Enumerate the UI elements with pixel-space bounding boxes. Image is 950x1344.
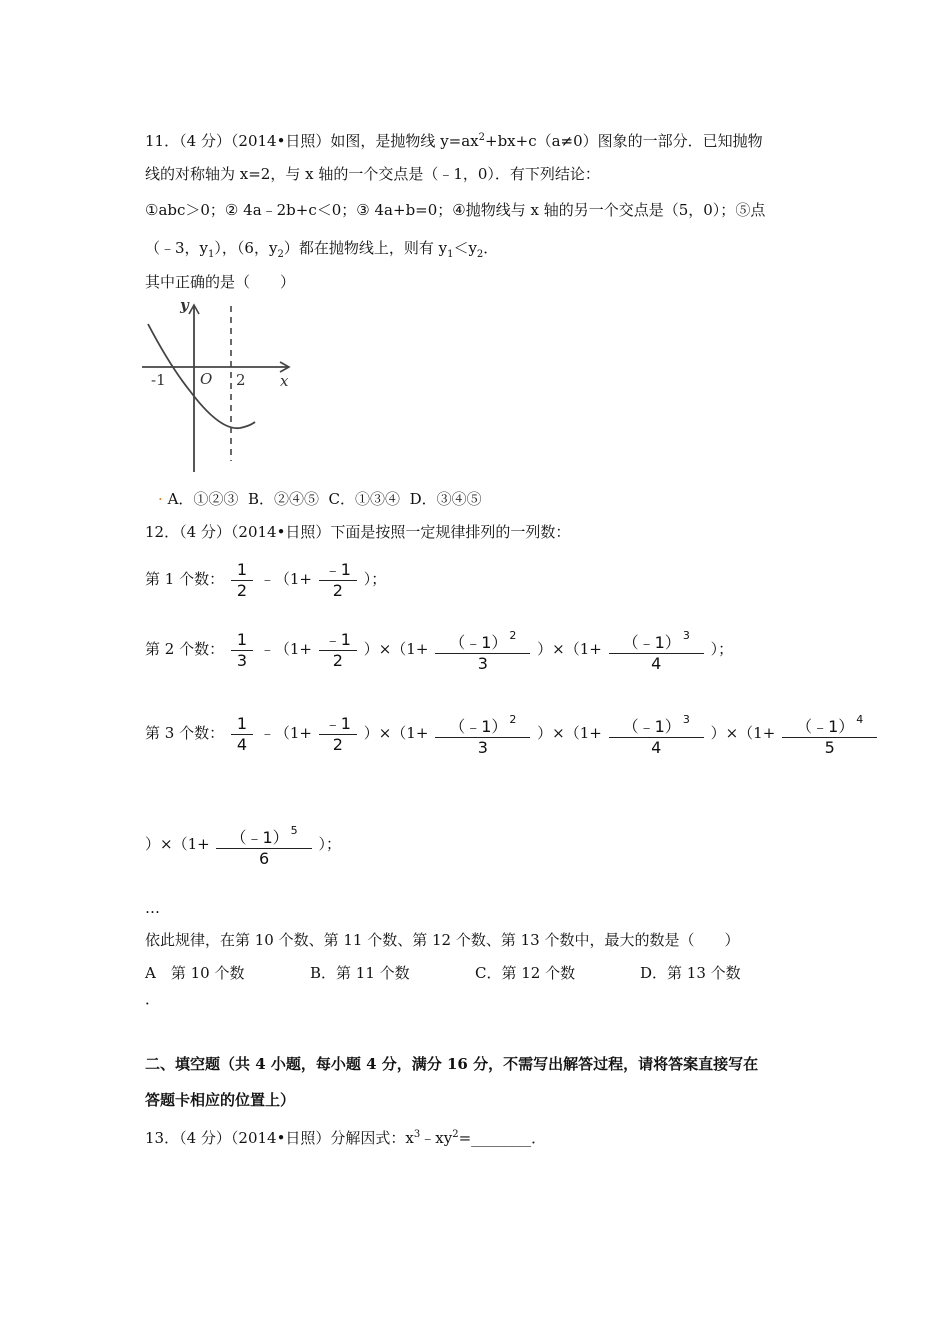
q11-line4-a: （﹣3，y [145, 239, 209, 257]
close-semi: ）； [318, 835, 341, 853]
q11-option-d[interactable]: D．③④⑤ [409, 490, 482, 508]
frac-neg1-2: $\frac{﹣1}{2}$ [319, 715, 357, 754]
times-open: ）×（1+ [363, 724, 429, 742]
q12-item2 [145, 627, 733, 673]
q11-line4-b: ），（6，y [214, 239, 278, 257]
close-semi: ）； [363, 570, 387, 588]
frac-pow2-3: $\frac{(﹣1) ^2}{3}$ [435, 711, 530, 757]
section2-heading-line1: 二、填空题（共 4 小题，每小题 4 分，满分 16 分，不需写出解答过程，请将答案直接写在 [145, 1055, 759, 1073]
q11-line4 [145, 238, 498, 265]
frac-pow3-4: $\frac{(﹣1) ^3}{4}$ [609, 711, 704, 757]
q13-sup-b: 2 [452, 1129, 459, 1140]
minus-open: ﹣（1+ [259, 724, 312, 742]
q11-line2: 线的对称轴为 x=2，与 x 轴的一个交点是（﹣1，0）．有下列结论： [145, 165, 600, 183]
neg-one-label: -1 [151, 371, 166, 389]
q13-text-c: =________． [458, 1129, 547, 1147]
frac-one-quarter: $\frac{1}{4}$ [231, 715, 253, 754]
times-open: ）×（1+ [363, 640, 429, 658]
q13-text-b: ﹣xy [420, 1129, 453, 1147]
item1-label: 第 1 个数： [145, 570, 225, 588]
frac-neg1-2: $\frac{﹣1}{2}$ [319, 631, 357, 670]
times-open: ）×（1+ [710, 724, 776, 742]
q11-options [158, 488, 482, 509]
ellipsis: … [145, 899, 160, 917]
frac-one-half: $\frac{1}{2}$ [231, 561, 253, 600]
q11-sub2: 2 [277, 249, 284, 260]
q12-intro: 12．（4 分）（2014•日照）下面是按照一定规律排列的一列数： [145, 523, 571, 541]
q11-sup: 2 [478, 132, 486, 143]
x-label: x [280, 372, 289, 390]
minus-open: ﹣（1+ [259, 570, 312, 588]
q11-line5: 其中正确的是（ ） [145, 273, 296, 291]
q11-option-a[interactable]: A．①②③ [167, 490, 239, 508]
q12-option-a[interactable]: A 第 10 个数 [145, 964, 245, 982]
q11-line3: ①abc＞0；② 4a﹣2b+c＜0；③ 4a+b=0；④抛物线与 x 轴的另一个交点是（5，0）；⑤点 [145, 201, 766, 219]
q11-text-b: +bx+c（a≠0）图象的一部分．已知抛物 [485, 132, 763, 150]
times-open: ）×（1+ [537, 640, 602, 658]
q11-text-a: 11．（4 分）（2014•日照）如图，是抛物线 y=ax [145, 132, 479, 150]
frac-pow2-3: $\frac{(﹣1) ^2}{3}$ [435, 627, 530, 673]
parabola-graph [140, 296, 300, 476]
frac-pow5-6: $\frac{(﹣1) ^5}{6}$ [216, 822, 311, 868]
q12-option-c[interactable]: C．第 12 个数 [475, 964, 576, 982]
q11-line4-e: ． [483, 239, 499, 257]
q12-option-d[interactable]: D．第 13 个数 [640, 964, 741, 982]
two-label: 2 [236, 371, 246, 389]
q12-option-a-dot: ． [145, 990, 161, 1008]
q13-text-a: 13．（4 分）（2014•日照）分解因式：x [145, 1129, 414, 1147]
q11-line4-d: ＜y [453, 239, 477, 257]
q11-option-c[interactable]: C．①③④ [328, 490, 401, 508]
q12-option-b[interactable]: B．第 11 个数 [310, 964, 410, 982]
q13-line [145, 1125, 546, 1148]
frac-one-third: $\frac{1}{3}$ [231, 631, 253, 670]
q11-option-b[interactable]: B．②④⑤ [247, 490, 319, 508]
q13-sup-a: 3 [413, 1129, 421, 1140]
q11-sub1b: 1 [447, 249, 454, 260]
q12-item3-cont [145, 822, 341, 868]
times-open: ）×（1+ [145, 835, 210, 853]
minus-open: ﹣（1+ [259, 640, 312, 658]
frac-neg1-2: $\frac{﹣1}{2}$ [319, 561, 357, 600]
times-open: ）×（1+ [537, 724, 602, 742]
q11-line4-c: ）都在抛物线上，则有 y [283, 239, 448, 257]
close-semi: ）； [710, 640, 734, 658]
frac-pow4-5: $\frac{(﹣1) ^4}{5}$ [782, 711, 877, 757]
orange-dot: · [158, 490, 163, 508]
q12-question: 依此规律，在第 10 个数、第 11 个数、第 12 个数、第 13 个数中，最大的数是（ ） [145, 931, 740, 949]
q11-sub2b: 2 [476, 249, 484, 260]
origin-label: O [200, 370, 213, 388]
item3-label: 第 3 个数： [145, 724, 225, 742]
item2-label: 第 2 个数： [145, 640, 225, 658]
frac-pow3-4: $\frac{(﹣1) ^3}{4}$ [609, 627, 704, 673]
q12-item1 [145, 557, 386, 601]
y-label: y [180, 296, 189, 314]
section2-heading-line2: 答题卡相应的位置上） [145, 1091, 296, 1109]
q12-item3 [145, 711, 879, 757]
q11-line1 [145, 128, 763, 151]
q11-sub1: 1 [208, 249, 215, 260]
